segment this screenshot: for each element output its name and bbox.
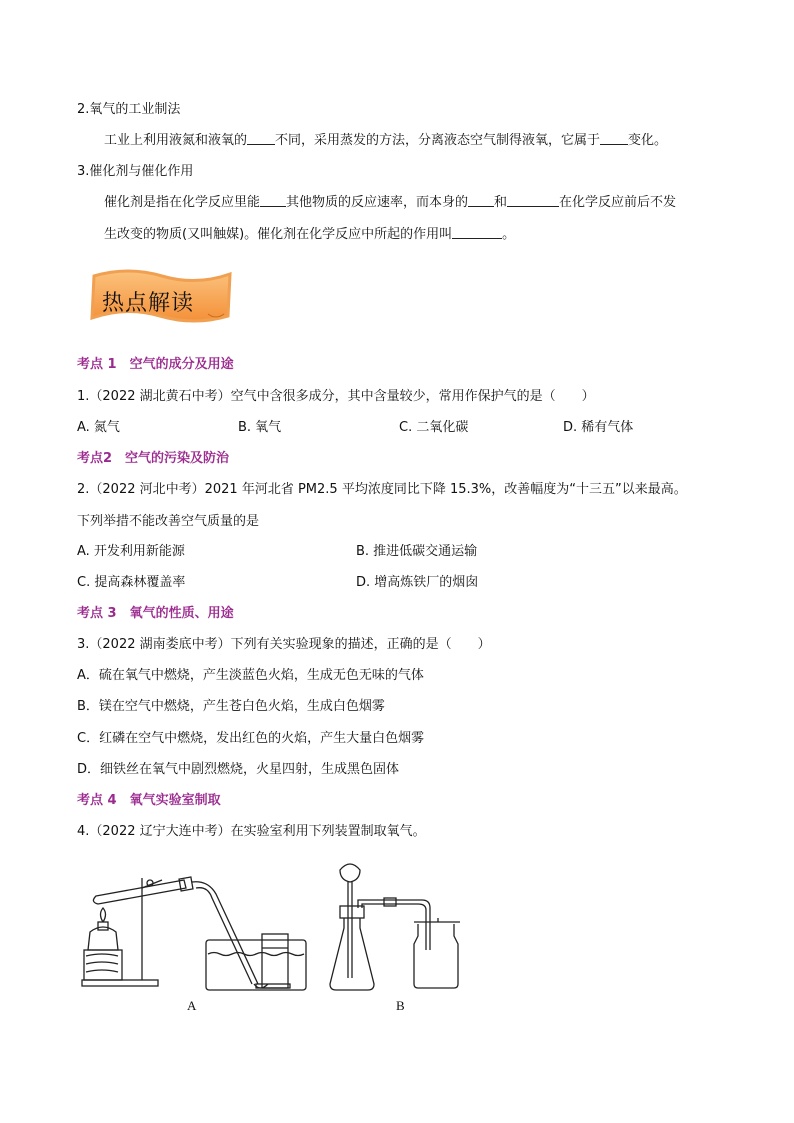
option-2d: D. 增高炼铁厂的烟囱 [356, 575, 479, 590]
banner-title: 热点解读 [102, 291, 195, 316]
option-3c: C．红磷在空气中燃烧，发出红色的火焰，产生大量白色烟雾 [77, 731, 425, 746]
option-1a: A. 氮气 [77, 420, 120, 435]
topic-label-3: 考点 3 氧气的性质、用途 [77, 606, 234, 621]
option-2c: C. 提高森林覆盖率 [77, 575, 186, 590]
fill-blank [468, 194, 494, 207]
option-3d: D．细铁丝在氧气中剧烈燃烧，火星四射，生成黑色固体 [77, 762, 400, 777]
question-3: 3.（2022 湖南娄底中考）下列有关实验现象的描述，正确的是（ ） [77, 637, 491, 652]
question-2-line1: 2.（2022 河北中考）2021 年河北省 PM2.5 平均浓度同比下降 15.3%，改善幅度为“十三五”以来最高。 [77, 482, 687, 497]
option-1b: B. 氧气 [238, 420, 282, 435]
option-2b: B. 推进低碳交通运输 [356, 544, 478, 559]
figure-label-a: A [187, 998, 197, 1013]
section-heading-2: 2.氧气的工业制法 [77, 102, 181, 117]
question-4: 4.（2022 辽宁大连中考）在实验室利用下列装置制取氧气。 [77, 824, 426, 839]
apparatus-b-diagram [326, 860, 466, 996]
option-1d: D. 稀有气体 [563, 420, 634, 435]
paragraph-text: 生改变的物质(又叫触媒)。催化剂在化学反应中所起的作用叫 [104, 227, 453, 242]
paragraph-catalyst-1 [104, 194, 676, 212]
option-3b: B．镁在空气中燃烧，产生苍白色火焰，生成白色烟雾 [77, 699, 385, 714]
question-1: 1.（2022 湖北黄石中考）空气中含很多成分，其中含量较少，常用作保护气的是（ ） [77, 389, 595, 404]
paragraph-text: 在化学反应前后不发 [559, 195, 677, 210]
section-heading-3: 3.催化剂与催化作用 [77, 164, 194, 179]
question-2-line2: 下列举措不能改善空气质量的是 [77, 514, 260, 529]
paragraph-text: 和 [494, 195, 508, 210]
paragraph-industrial-oxygen [104, 132, 667, 150]
fill-blank [260, 194, 286, 207]
option-1c: C. 二氧化碳 [399, 420, 469, 435]
paragraph-text: 其他物质的反应速率，而本身的 [286, 195, 469, 210]
fill-blank [600, 132, 628, 145]
option-2a: A. 开发利用新能源 [77, 544, 185, 559]
fill-blank [452, 226, 502, 239]
paragraph-text: 不同，采用蒸发的方法，分离液态空气制得液氧，它属于 [275, 133, 601, 148]
topic-label-4: 考点 4 氧气实验室制取 [77, 793, 221, 808]
fill-blank [247, 132, 275, 145]
apparatus-a-diagram [76, 858, 316, 998]
paragraph-text: 。 [502, 227, 516, 242]
paragraph-catalyst-2 [104, 226, 515, 244]
fill-blank [507, 194, 559, 207]
paragraph-text: 工业上利用液氮和液氧的 [104, 133, 248, 148]
topic-label-2: 考点2 空气的污染及防治 [77, 451, 230, 466]
paragraph-text: 变化。 [628, 133, 668, 148]
topic-label-1: 考点 1 空气的成分及用途 [77, 357, 234, 372]
figure-label-b: B [396, 998, 405, 1013]
option-3a: A．硫在氧气中燃烧，产生淡蓝色火焰，生成无色无味的气体 [77, 668, 424, 683]
paragraph-text: 催化剂是指在化学反应里能 [104, 195, 261, 210]
